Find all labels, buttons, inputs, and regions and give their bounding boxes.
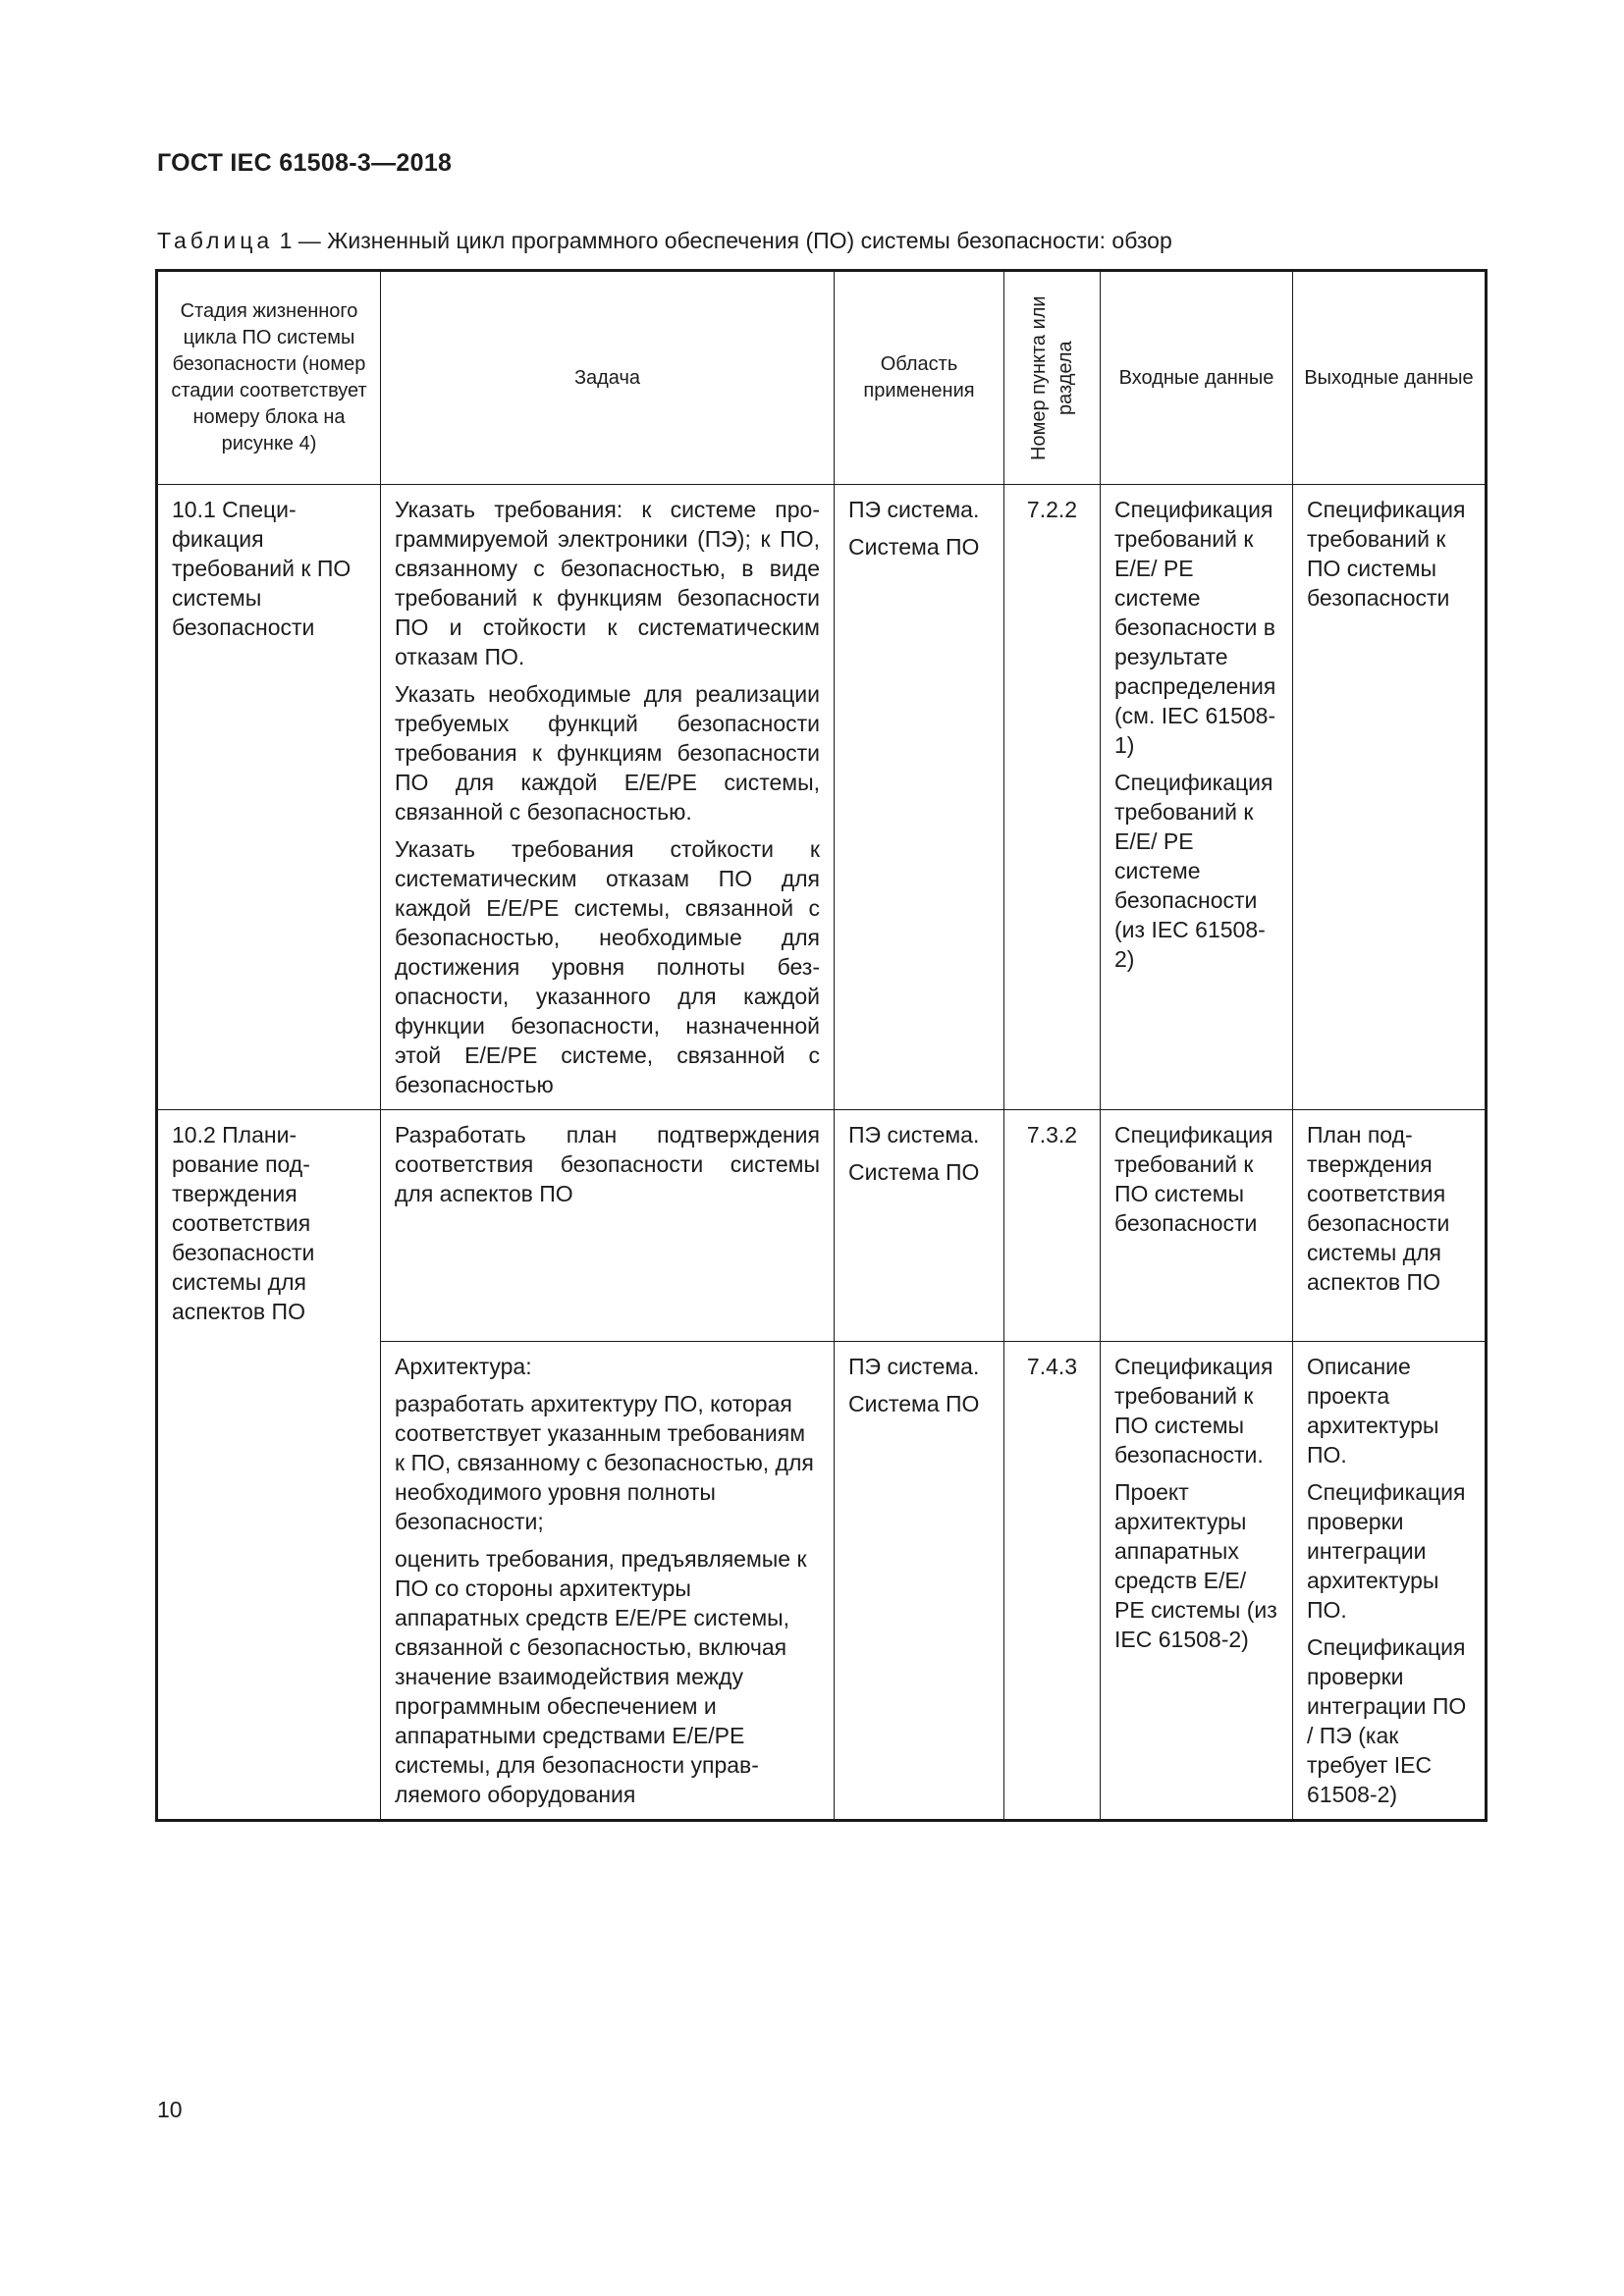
- inputs-paragraph: Спецификация требований к Е/Е/ РЕ системе безопасности (из IEC 61508-2): [1114, 770, 1273, 972]
- outputs-paragraph: Спецификация проверки интеграции архитектуры ПО.: [1307, 1479, 1466, 1623]
- table-header-row: [157, 271, 1487, 485]
- inputs-paragraph: Спецификация требований к Е/Е/ РЕ системе безопасности в результате распределения (см. IEC 61508-1): [1114, 497, 1276, 758]
- header-inputs: Входные данные: [1101, 271, 1293, 485]
- outputs-cell: [1293, 485, 1487, 1110]
- scope-cell: [835, 1110, 1004, 1342]
- inputs-cell: [1101, 1110, 1293, 1342]
- clause-cell: 7.2.2: [1004, 485, 1101, 1110]
- outputs-paragraph: План подтверждения соответствия безопасности системы для аспектов ПО: [1307, 1122, 1450, 1295]
- inputs-paragraph: Спецификация требований к ПО системы безопасности.: [1114, 1354, 1273, 1468]
- outputs-paragraph: Описание проекта архитектуры ПО.: [1307, 1354, 1439, 1468]
- task-cell: [381, 1342, 835, 1821]
- task-paragraph: Указать необходимые для реализации требуемых функций безопасности требования к функциям безопасности ПО для каждой Е/Е/РЕ системы, связанной с безопасностью.: [395, 681, 820, 825]
- outputs-paragraph: Спецификация требований к ПО системы безопасности: [1307, 497, 1466, 611]
- clause-cell: 7.4.3: [1004, 1342, 1101, 1821]
- scope-cell: [835, 485, 1004, 1110]
- stage-cell: 10.2 Планирование подтверждения соответствия безопасности системы для аспектов ПО: [157, 1110, 381, 1821]
- header-outputs: Выходные данные: [1293, 271, 1487, 485]
- task-paragraph: Указать требования стойкости к систематическим отказам ПО для каждой Е/Е/РЕ системы, связанной с безопасностью, необходимые для достижения уровня полноты безопасности, указанного для каждой функции безопасности, назначенной этой Е/Е/РЕ системе, связанной с безопасностью: [395, 836, 820, 1097]
- scope-line: ПЭ система.: [848, 1122, 980, 1148]
- inputs-paragraph: Проект архитектуры аппаратных средств Е/Е/ РЕ системы (из IEC 61508-2): [1114, 1479, 1277, 1652]
- task-paragraph: Указать требования: к системе программируемой электроники (ПЭ); к ПО, связанному с безопасностью, в виде требований к функциям безопасности ПО и стойкости к систематическим отказам ПО.: [395, 497, 820, 669]
- scope-line: Система ПО: [848, 1391, 980, 1416]
- task-paragraph: Архитектура:: [395, 1354, 532, 1379]
- task-paragraph: разработать архитектуру ПО, которая соответствует указанным требованиям к ПО, связанному с безопасностью, для необходимого уровня полноты безопасности;: [395, 1391, 814, 1534]
- inputs-cell: [1101, 1342, 1293, 1821]
- document-header: ГОСТ IEC 61508-3—2018: [157, 149, 453, 177]
- header-clause: [1004, 271, 1101, 485]
- inputs-cell: [1101, 485, 1293, 1110]
- task-cell: [381, 1110, 835, 1342]
- header-stage: Стадия жизненного цикла ПО системы безопасности (номер стадии соответствует номеру блока на рисунке 4): [157, 271, 381, 485]
- caption-label: Таблица: [157, 228, 274, 253]
- inputs-paragraph: Спецификация требований к ПО системы безопасности: [1114, 1122, 1273, 1236]
- lifecycle-table: [155, 269, 1488, 1822]
- scope-line: Система ПО: [848, 1159, 980, 1185]
- page-number: 10: [157, 2097, 183, 2122]
- clause-cell: 7.3.2: [1004, 1110, 1101, 1342]
- scope-cell: [835, 1342, 1004, 1821]
- table-row: [157, 485, 1487, 1110]
- header-task: Задача: [381, 271, 835, 485]
- task-paragraph: Разработать план подтверждения соответствия безопасности системы для аспектов ПО: [395, 1122, 820, 1206]
- scope-line: ПЭ система.: [848, 1354, 980, 1379]
- caption-text: 1 — Жизненный цикл программного обеспечения (ПО) системы безопасности: обзор: [273, 228, 1172, 253]
- scope-line: ПЭ система.: [848, 497, 980, 522]
- table-row: [157, 1110, 1487, 1342]
- task-cell: [381, 485, 835, 1110]
- task-paragraph: оценить требования, предъявляемые к ПО со стороны архитектуры аппаратных средств Е/Е/РЕ системы, связанной с безопасностью, включая значение взаимодействия между программным обеспечением и аппаратными средствами Е/Е/РЕ системы, для безопасности управляемого оборудования: [395, 1546, 807, 1807]
- table-caption: [157, 228, 1172, 254]
- scope-line: Система ПО: [848, 534, 980, 560]
- stage-cell: 10.1 Спецификация требований к ПО системы безопасности: [157, 485, 381, 1110]
- header-clause-text: Номер пункта или раздела: [1027, 295, 1076, 460]
- header-scope: Область применения: [835, 271, 1004, 485]
- outputs-cell: [1293, 1110, 1487, 1342]
- outputs-paragraph: Спецификация проверки интеграции ПО / ПЭ (как требует IEC 61508-2): [1307, 1634, 1467, 1807]
- outputs-cell: [1293, 1342, 1487, 1821]
